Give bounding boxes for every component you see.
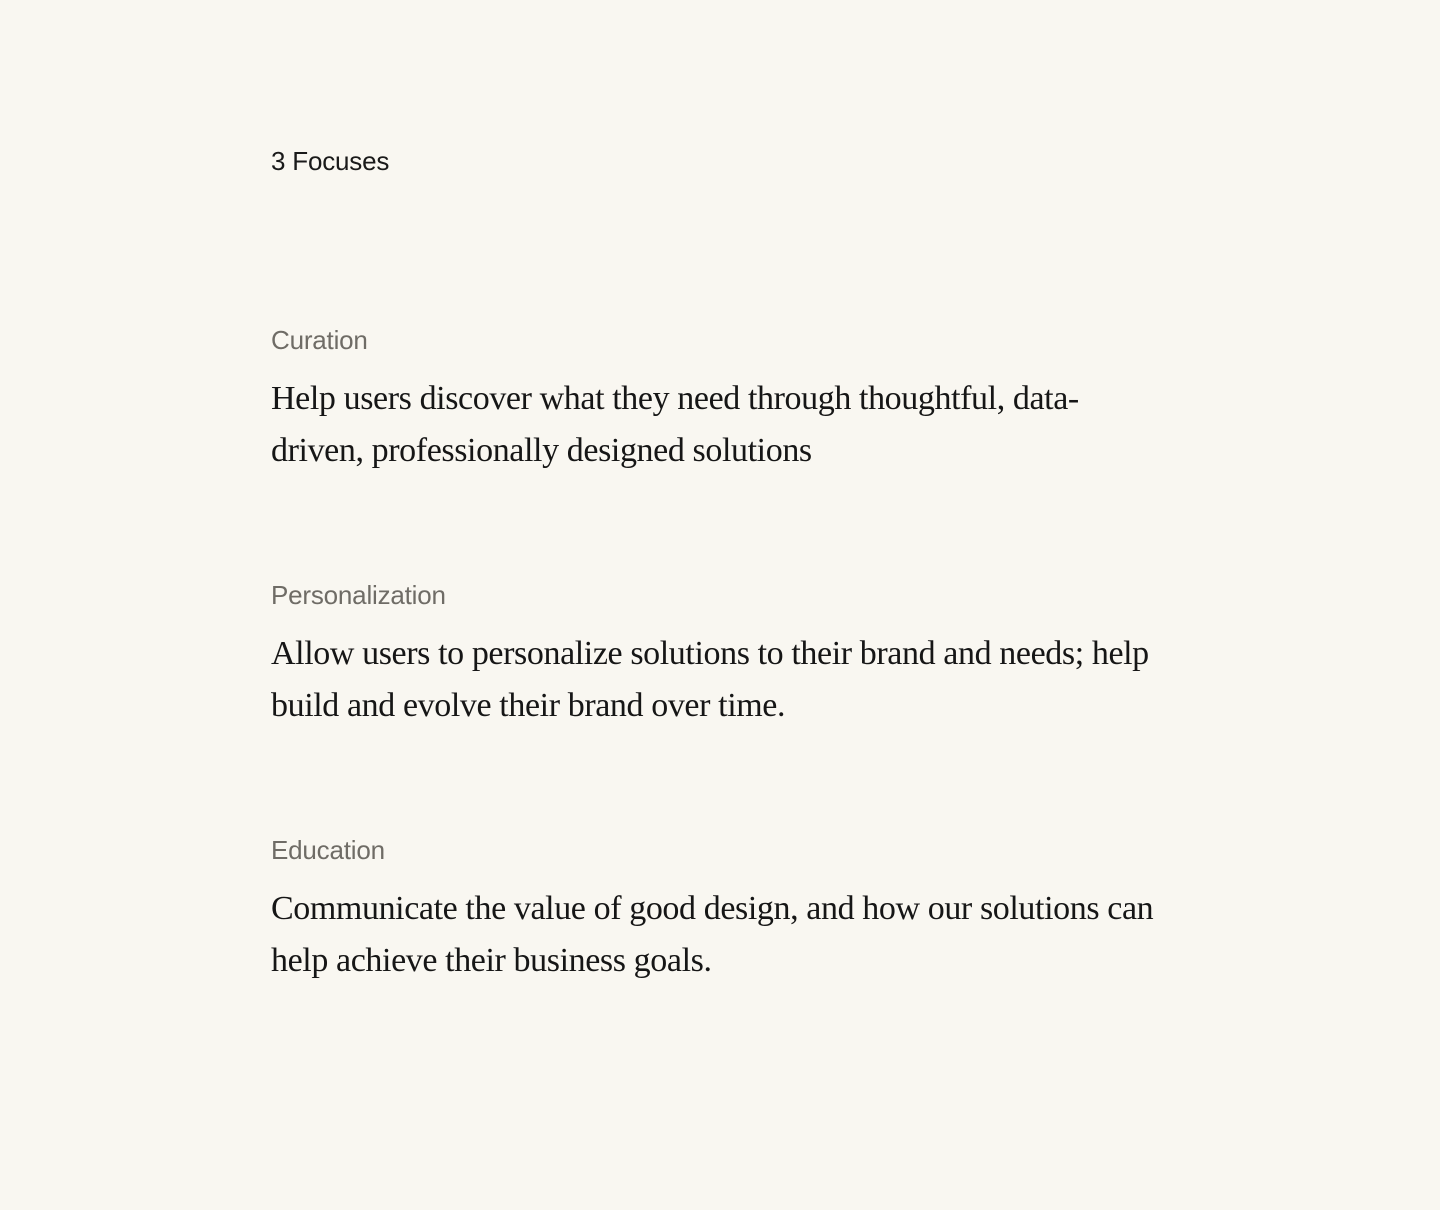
focus-description-curation: Help users discover what they need through thoughtful, data-driven, professionally designed solutions bbox=[271, 380, 1079, 469]
page-title: 3 Focuses bbox=[271, 146, 390, 176]
focus-label-curation: Curation bbox=[271, 325, 368, 355]
focus-personalization bbox=[271, 578, 1171, 732]
focus-curation bbox=[271, 323, 1171, 477]
focus-label-personalization: Personalization bbox=[271, 580, 446, 610]
focus-label-education: Education bbox=[271, 835, 385, 865]
focus-education bbox=[271, 833, 1171, 987]
focus-description-personalization: Allow users to personalize solutions to their brand and needs; help build and evolve their brand over time. bbox=[271, 635, 1149, 724]
focus-description-education: Communicate the value of good design, and how our solutions can help achieve their business goals. bbox=[271, 890, 1154, 979]
